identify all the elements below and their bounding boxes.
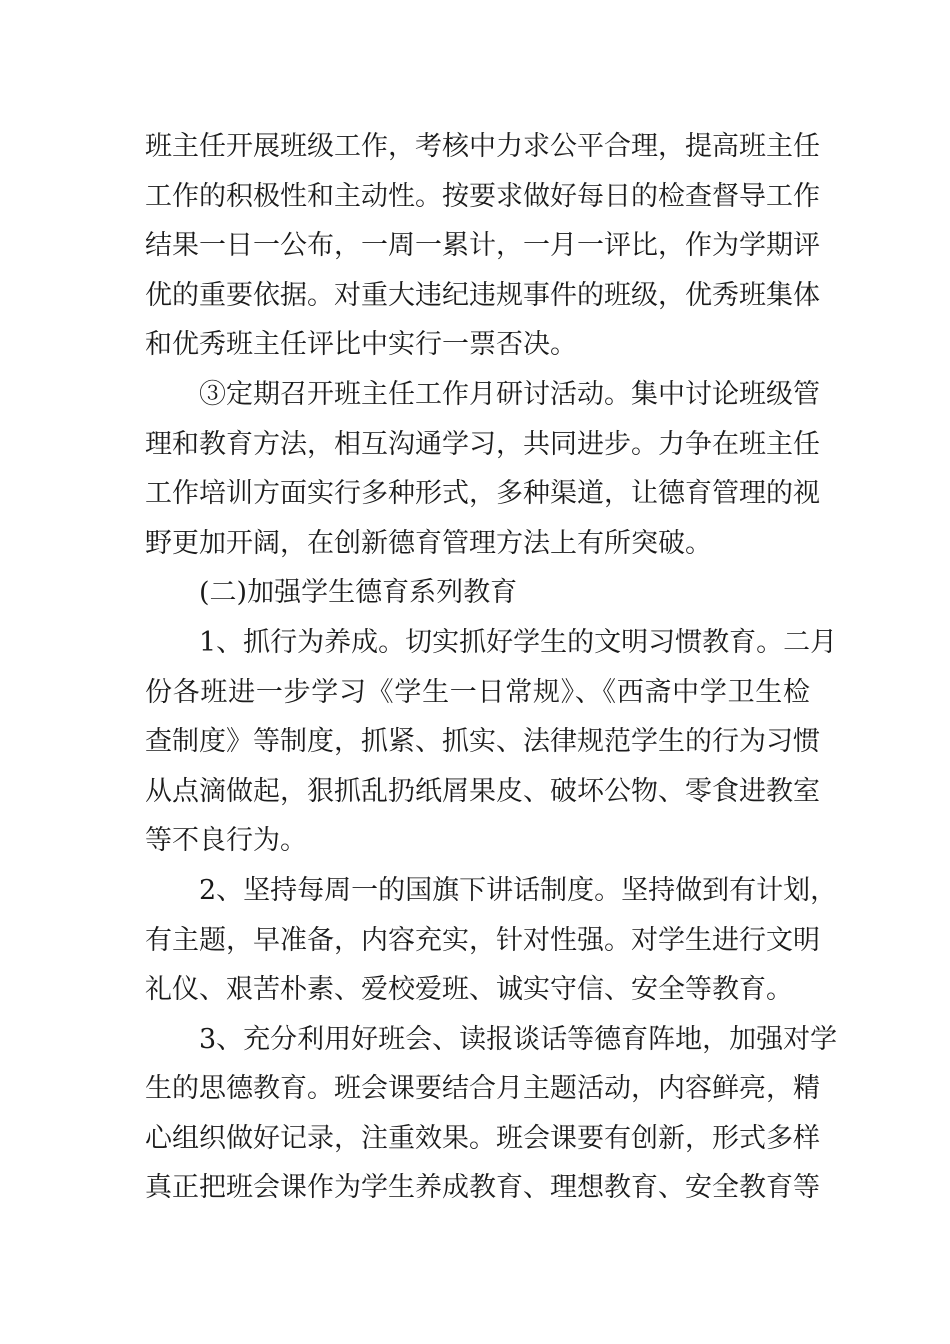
paragraph-5 [145, 866, 838, 1015]
text-line: 真正把班会课作为学生养成教育、理想教育、安全教育等 [145, 1172, 820, 1204]
text-line: 工作培训方面实行多种形式，多种渠道，让德育管理的视 [145, 478, 820, 510]
text-line: 1、抓行为养成。切实抓好学生的文明习惯教育。二月 [199, 626, 838, 658]
text-line: 心组织做好记录，注重效果。班会课要有创新，形式多样 [145, 1122, 820, 1154]
text-line: 等不良行为。 [145, 825, 307, 857]
text-line: 从点滴做起，狠抓乱扔纸屑果皮、破坏公物、零食进教室 [145, 775, 820, 807]
text-line: 份各班进一步学习《学生一日常规》、《西斋中学卫生检 [145, 676, 810, 708]
paragraph-2 [145, 370, 820, 568]
text-line: 生的思德教育。班会课要结合月主题活动，内容鲜亮，精 [145, 1073, 820, 1105]
paragraph-4 [145, 618, 838, 866]
text-line: 野更加开阔，在创新德育管理方法上有所突破。 [145, 527, 712, 559]
text-line: ③定期召开班主任工作月研讨活动。集中讨论班级管 [199, 378, 820, 410]
paragraph-1 [145, 122, 820, 370]
text-line: (二)加强学生德育系列教育 [199, 577, 518, 609]
paragraph-3 [145, 568, 810, 618]
text-line: 结果一日一公布，一周一累计，一月一评比，作为学期评 [145, 230, 820, 262]
text-line: 3、充分利用好班会、读报谈话等德育阵地，加强对学 [199, 1023, 838, 1055]
text-line: 理和教育方法，相互沟通学习，共同进步。力争在班主任 [145, 428, 820, 460]
text-line: 和优秀班主任评比中实行一票否决。 [145, 329, 577, 361]
text-line: 优的重要依据。对重大违纪违规事件的班级，优秀班集体 [145, 279, 820, 311]
document-body [145, 122, 838, 1213]
text-line: 礼仪、艰苦朴素、爱校爱班、诚实守信、安全等教育。 [145, 974, 793, 1006]
text-line: 查制度》等制度，抓紧、抓实、法律规范学生的行为习惯 [145, 726, 820, 758]
text-line: 有主题，早准备，内容充实，针对性强。对学生进行文明 [145, 924, 820, 956]
paragraph-6 [145, 1015, 838, 1213]
text-line: 班主任开展班级工作，考核中力求公平合理，提高班主任 [145, 131, 820, 162]
text-line: 工作的积极性和主动性。按要求做好每日的检查督导工作 [145, 180, 820, 212]
text-line: 2、坚持每周一的国旗下讲话制度。坚持做到有计划， [199, 874, 838, 906]
